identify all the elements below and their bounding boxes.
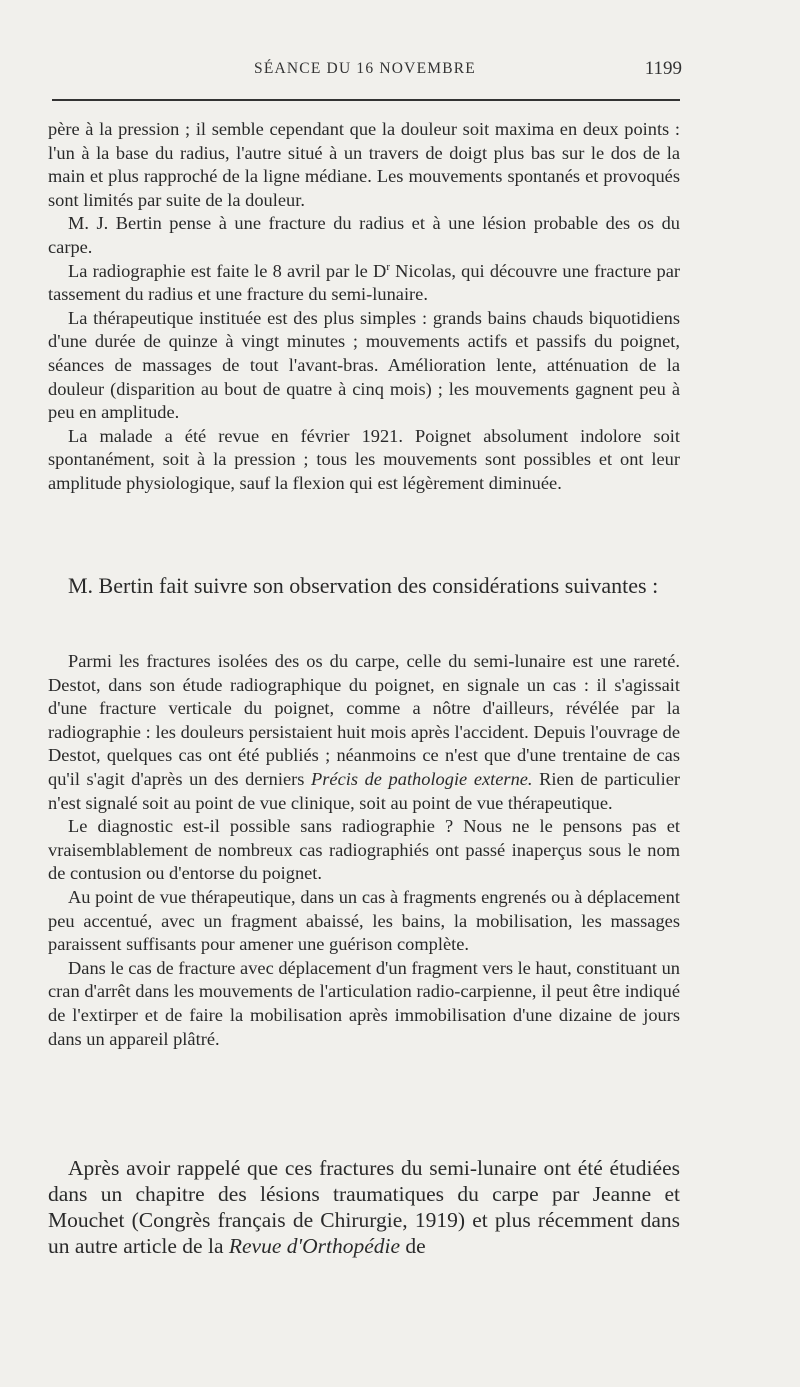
text-run: Nicolas, qui découvre une fracture par tassement du radius et une fracture du semi-lunaire. (48, 260, 680, 305)
text-run: Rien de particulier n'est signalé soit au point de vue clinique, soit au point de vue thérapeutique. (48, 768, 680, 813)
paragraph: La malade a été revue en février 1921. Poignet absolument indolore soit spontanément, soit à la pression ; tous les mouvements sont possibles et ont leur amplitude physiologique, sauf la flexion qui est légèrement diminuée. (48, 425, 680, 493)
paragraph: M. Bertin fait suivre son observation des considérations suivantes : (68, 573, 659, 598)
italic-title: Revue d'Orthopédie (228, 1234, 401, 1258)
paragraph: Dans le cas de fracture avec déplacement d'un fragment vers le haut, constituant un cran d'arrêt dans les mouvements de l'articulation radio-carpienne, il peut être indiqué de l'extirper et de faire la mobilisation après immobilisation d'une dizaine de jours dans un appareil plâtré. (48, 957, 680, 1049)
text-run: de (400, 1234, 426, 1258)
paragraph: La thérapeutique instituée est des plus simples : grands bains chauds biquotidiens d'une durée de quinze à vingt minutes ; mouvements actifs et passifs du poignet, séances de massages de tout l'avant-bras. Amélioration lente, atténuation de la douleur (disparition au bout de quatre à cinq mois) ; les mouvements gagnent peu à peu en amplitude. (48, 307, 680, 423)
superscript: r (386, 260, 390, 273)
paragraph: père à la pression ; il semble cependant que la douleur soit maxima en deux points : l'un à la base du radius, l'autre situé à un travers de doigt plus bas sur le dos de la main et plus rapproché de la ligne médiane. Les mouvements spontanés et provoqués sont limités par suite de la douleur. (48, 119, 680, 210)
running-title: SÉANCE DU 16 NOVEMBRE (254, 60, 476, 77)
paragraph: M. J. Bertin pense à une fracture du radius et à une lésion probable des os du carpe. (48, 213, 680, 257)
case-report-section (48, 118, 680, 496)
italic-title: Précis de pathologie externe. (311, 768, 533, 789)
paragraph: Le diagnostic est-il possible sans radiographie ? Nous ne le pensons pas et vraisemblablement de nombreux cas radiographiés ont passé inaperçus sous le nom de contusion ou d'entorse du poignet. (48, 816, 680, 884)
paragraph (48, 1155, 680, 1259)
intro-statement (48, 573, 680, 599)
text-run: Après avoir rappelé que ces fractures du semi-lunaire ont été étudiées dans un chapitre des lésions traumatiques du carpe par Jeanne et Mouchet (Congrès français de Chirurgie, 1919) et plus récemment dans un autre article de la (48, 1156, 680, 1258)
paragraph (48, 650, 680, 815)
text-run: La radiographie est faite le 8 avril par le D (68, 260, 387, 281)
header-rule (52, 99, 680, 101)
closing-section (48, 1155, 680, 1259)
paragraph (48, 260, 680, 307)
considerations-section (48, 650, 680, 1051)
page-number: 1199 (644, 58, 682, 79)
page-header (48, 58, 682, 88)
text-run: Parmi les fractures isolées des os du carpe, celle du semi-lunaire est une rareté. Destot, dans son étude radiographique du poignet, en signale un cas : il s'agissait d'une fracture verticale du poignet, comme a nôtre d'ailleurs, révélée par la radiographie : les douleurs persistaient huit mois après l'accident. Depuis l'ouvrage de Destot, quelques cas ont été publiés ; néanmoins ce n'est que d'une trentaine de cas qu'il s'agit d'après un des derniers (48, 651, 680, 789)
paragraph: Au point de vue thérapeutique, dans un cas à fragments engrenés ou à déplacement peu accentué, avec un fragment abaissé, les bains, la mobilisation, les massages paraissent suffisants pour amener une guérison complète. (48, 886, 680, 955)
